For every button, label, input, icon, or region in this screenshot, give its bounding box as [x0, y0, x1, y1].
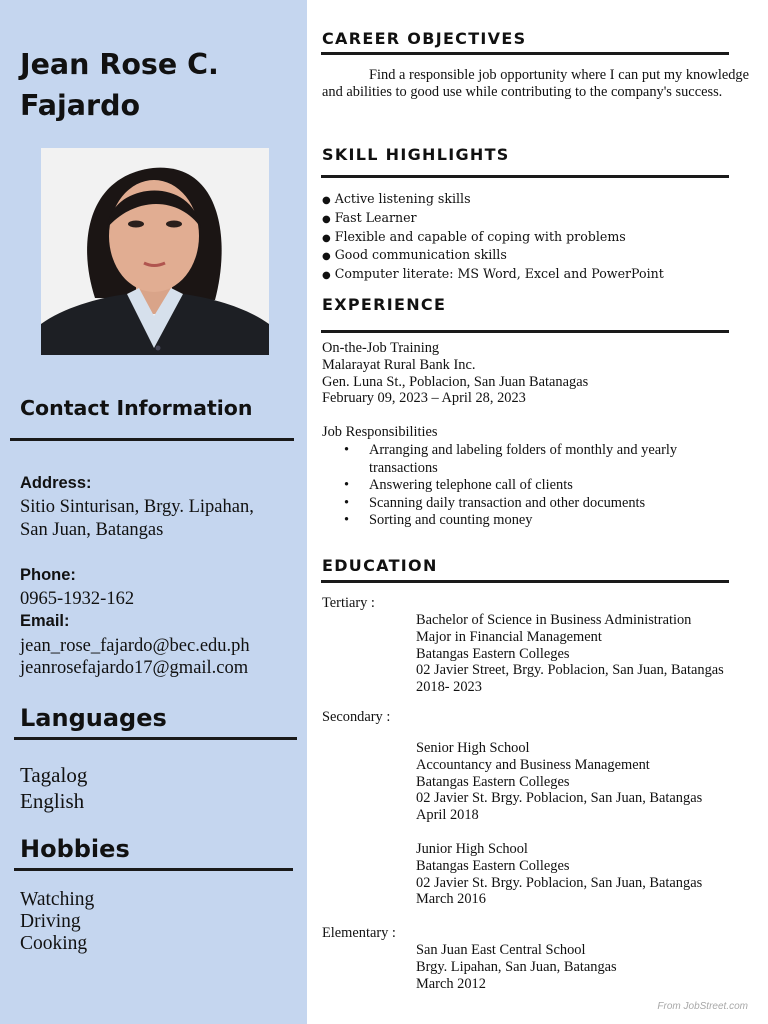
experience-dates: February 09, 2023 – April 28, 2023 [322, 390, 526, 406]
tertiary-major: Major in Financial Management [416, 628, 602, 645]
career-divider [321, 52, 729, 55]
tertiary-years: 2018- 2023 [416, 679, 482, 696]
skills-divider [321, 175, 729, 178]
responsibility-item: • Answering telephone call of clients [322, 477, 729, 495]
skill-item: ● Computer literate: MS Word, Excel and PowerPoint [322, 266, 664, 285]
resume-name [20, 44, 219, 126]
profile-photo-illustration [41, 148, 269, 355]
phone-label: Phone: [20, 566, 76, 584]
junior-school: Batangas Eastern Colleges [416, 857, 570, 874]
tertiary-address: 02 Javier Street, Brgy. Poblacion, San Juan, Batangas [416, 662, 724, 679]
senior-level: Senior High School [416, 740, 530, 756]
source-footer: From JobStreet.com [657, 1001, 748, 1012]
name-line-1: Jean Rose C. [20, 48, 219, 81]
phone-number: 0965-1932-162 [20, 589, 135, 609]
hobbies-heading: Hobbies [20, 835, 130, 863]
senior-address: 02 Javier St. Brgy. Poblacion, San Juan, Batangas [416, 790, 703, 807]
email-1[interactable]: jean_rose_fajardo@bec.edu.ph [20, 636, 250, 656]
address-label: Address: [20, 474, 92, 492]
skill-item: ● Fast Learner [322, 210, 664, 229]
skills-list [322, 191, 664, 285]
elementary-address: Brgy. Lipahan, San Juan, Batangas [416, 958, 617, 975]
responsibility-item: • Arranging and labeling folders of monthly and yearly transactions [322, 442, 729, 477]
elementary-school: San Juan East Central School [416, 942, 586, 958]
junior-date: March 2016 [416, 891, 486, 908]
hobbies-divider [14, 868, 293, 871]
senior-high-block [416, 740, 702, 824]
skill-item: ● Good communication skills [322, 247, 664, 266]
career-heading: CAREER OBJECTIVES [322, 29, 527, 48]
address-line-1: Sitio Sinturisan, Brgy. Lipahan, [20, 497, 254, 517]
languages-divider [14, 737, 297, 740]
responsibilities-label: Job Responsibilities [322, 424, 438, 440]
responsibility-item: • Scanning daily transaction and other documents [322, 495, 729, 513]
senior-school: Batangas Eastern Colleges [416, 773, 570, 790]
email-2[interactable]: jeanrosefajardo17@gmail.com [20, 658, 249, 678]
hobby-item: Cooking [20, 933, 88, 954]
name-line-2: Fajardo [20, 89, 141, 122]
education-divider [321, 580, 729, 583]
junior-high-block [416, 841, 702, 908]
secondary-label: Secondary : [322, 709, 391, 725]
hobby-item: Driving [20, 911, 81, 932]
tertiary-block [416, 612, 724, 696]
experience-company: Malarayat Rural Bank Inc. [322, 357, 476, 373]
education-heading: EDUCATION [322, 556, 438, 575]
career-objective-text: Find a responsible job opportunity where I can put my knowledge and abilities to good use while contributing to the company's success. [322, 67, 749, 100]
experience-divider [321, 330, 729, 333]
elementary-block [416, 942, 617, 992]
experience-address: Gen. Luna St., Poblacion, San Juan Batanagas [322, 374, 589, 390]
skills-heading: SKILL HIGHLIGHTS [322, 145, 510, 164]
email-label: Email: [20, 612, 70, 630]
skill-item: ● Active listening skills [322, 191, 664, 210]
senior-strand: Accountancy and Business Management [416, 756, 650, 773]
junior-address: 02 Javier St. Brgy. Poblacion, San Juan, Batangas [416, 874, 703, 891]
languages-heading: Languages [20, 704, 167, 732]
experience-title: On-the-Job Training [322, 340, 440, 356]
address-line-2: San Juan, Batangas [20, 520, 164, 540]
senior-date: April 2018 [416, 807, 479, 824]
junior-level: Junior High School [416, 841, 528, 857]
tertiary-label: Tertiary : [322, 595, 375, 611]
responsibilities-list [322, 442, 729, 530]
tertiary-school: Batangas Eastern Colleges [416, 645, 570, 662]
elementary-label: Elementary : [322, 925, 396, 941]
language-item: Tagalog [20, 763, 88, 787]
contact-divider [10, 438, 294, 441]
language-item: English [20, 789, 85, 813]
experience-heading: EXPERIENCE [322, 295, 447, 314]
hobby-item: Watching [20, 889, 95, 910]
elementary-date: March 2012 [416, 975, 486, 992]
profile-photo [41, 148, 269, 355]
skill-item: ● Flexible and capable of coping with problems [322, 229, 664, 248]
contact-heading: Contact Information [20, 396, 253, 420]
tertiary-degree: Bachelor of Science in Business Administration [416, 612, 692, 628]
responsibility-item: • Sorting and counting money [322, 512, 729, 530]
